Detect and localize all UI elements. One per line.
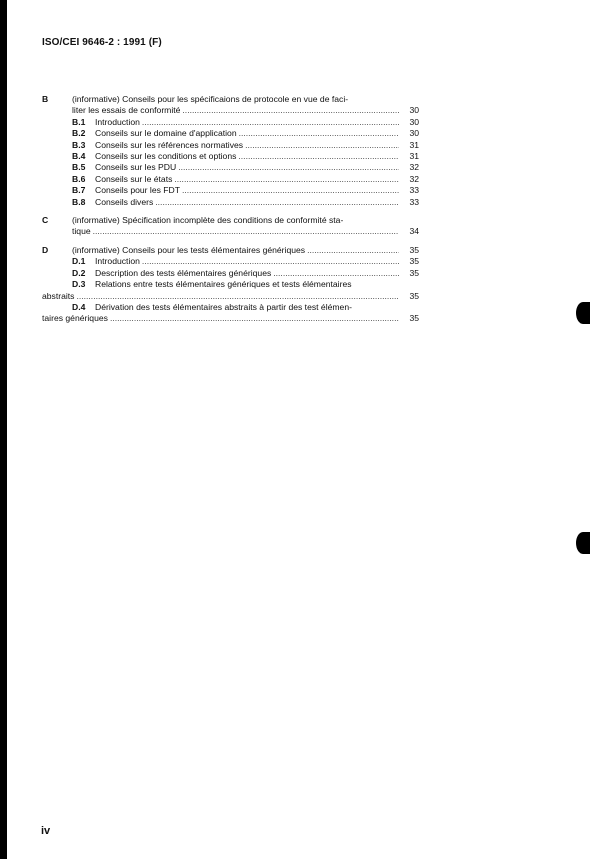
section-title-text: (informative) Conseils pour les tests élémentaires génériques	[72, 244, 306, 255]
toc-entry[interactable]	[72, 128, 419, 139]
dot-leader	[273, 268, 399, 279]
dot-leader	[238, 151, 399, 162]
toc-entry[interactable]	[72, 174, 419, 185]
entry-number: B.3	[72, 139, 86, 150]
page-number: 35	[409, 313, 419, 324]
entry-title: Conseils sur les PDU	[95, 162, 177, 173]
entry-title: abstraits	[42, 290, 75, 301]
section-title-line[interactable]	[72, 105, 419, 116]
dot-leader	[142, 256, 399, 267]
toc-section-b	[42, 94, 419, 208]
section-letter: B	[42, 94, 49, 104]
entry-title: Description des tests élémentaires génériques	[95, 267, 272, 278]
toc-section-c	[42, 215, 419, 238]
section-letter: D	[42, 244, 49, 255]
entry-number: D.1	[72, 256, 86, 267]
page-number-footer: iv	[41, 825, 51, 837]
entry-number: B.4	[72, 151, 86, 162]
page-number: 33	[409, 185, 419, 196]
entry-number: D.3	[72, 279, 86, 290]
dot-leader	[182, 105, 399, 116]
dot-leader	[174, 174, 399, 185]
entry-title: Introduction	[95, 256, 140, 267]
entry-number: B.8	[72, 196, 86, 207]
entry-title: Conseils sur le domaine d'application	[95, 128, 237, 139]
entry-title: taires génériques	[42, 313, 108, 324]
binding-hole-mark	[576, 532, 590, 554]
section-title-line[interactable]: (informative) Spécification incomplète des conditions de conformité sta-	[72, 215, 344, 226]
page-number: 35	[409, 290, 419, 301]
dot-leader	[182, 185, 399, 196]
entry-title: Conseils pour les FDT	[95, 185, 181, 196]
page-number: 32	[409, 173, 419, 184]
scan-edge-bar	[0, 0, 7, 859]
entry-title: Conseils sur les références normatives	[95, 139, 244, 150]
page-number: 30	[409, 116, 419, 127]
table-of-contents	[42, 94, 419, 332]
toc-entry[interactable]	[72, 117, 419, 128]
entry-number: D.2	[72, 267, 86, 278]
dot-leader	[155, 197, 399, 208]
entry-number: B.2	[72, 128, 86, 139]
page-header: ISO/CEI 9646-2 : 1991 (F)	[42, 37, 162, 48]
toc-entry[interactable]	[72, 185, 419, 196]
dot-leader	[245, 140, 399, 151]
toc-entry[interactable]	[72, 162, 419, 173]
entry-title: Conseils divers	[95, 196, 154, 207]
page-number: 30	[409, 105, 419, 116]
section-title-text: tique	[72, 226, 91, 237]
dot-leader	[93, 226, 399, 237]
dot-leader	[76, 291, 399, 302]
toc-entry[interactable]	[72, 256, 419, 267]
page-number: 30	[409, 128, 419, 139]
toc-entry[interactable]	[72, 140, 419, 151]
toc-entry[interactable]	[72, 151, 419, 162]
dot-leader	[142, 117, 399, 128]
toc-section-d	[42, 245, 419, 325]
entry-number: B.1	[72, 116, 86, 127]
dot-leader	[307, 245, 399, 256]
toc-entry[interactable]	[72, 197, 419, 208]
section-title-text: liter les essais de conformité	[72, 105, 181, 116]
page-number: 33	[409, 196, 419, 207]
section-title-line[interactable]: (informative) Conseils pour les spécificaions de protocole en vue de faci-	[72, 94, 349, 104]
toc-entry[interactable]	[42, 301, 419, 325]
page-number: 34	[409, 226, 419, 237]
page-number: 32	[409, 162, 419, 173]
entry-number: D.4	[72, 301, 86, 312]
page-number: 31	[409, 151, 419, 162]
section-letter: C	[42, 215, 49, 226]
entry-title: Conseils sur les conditions et options	[95, 151, 237, 162]
entry-number: B.5	[72, 162, 86, 173]
dot-leader	[239, 128, 399, 139]
entry-number: B.7	[72, 185, 86, 196]
section-title-line[interactable]	[72, 245, 419, 256]
entry-number: B.6	[72, 173, 86, 184]
section-title-line[interactable]	[72, 226, 419, 237]
page-number: 35	[409, 244, 419, 255]
binding-hole-mark	[576, 302, 590, 324]
page-number: 35	[409, 267, 419, 278]
toc-entry[interactable]	[42, 279, 419, 302]
page-number: 35	[409, 256, 419, 267]
page-number: 31	[409, 139, 419, 150]
entry-title: Conseils sur le états	[95, 173, 173, 184]
dot-leader	[110, 313, 399, 324]
entry-title: Dérivation des tests élémentaires abstraits à partir des test élémen-	[95, 301, 352, 312]
dot-leader	[178, 162, 399, 173]
entry-title: Introduction	[95, 116, 140, 127]
toc-entry[interactable]	[72, 268, 419, 279]
entry-title: Relations entre tests élémentaires génériques et tests élémentaires	[95, 279, 352, 290]
